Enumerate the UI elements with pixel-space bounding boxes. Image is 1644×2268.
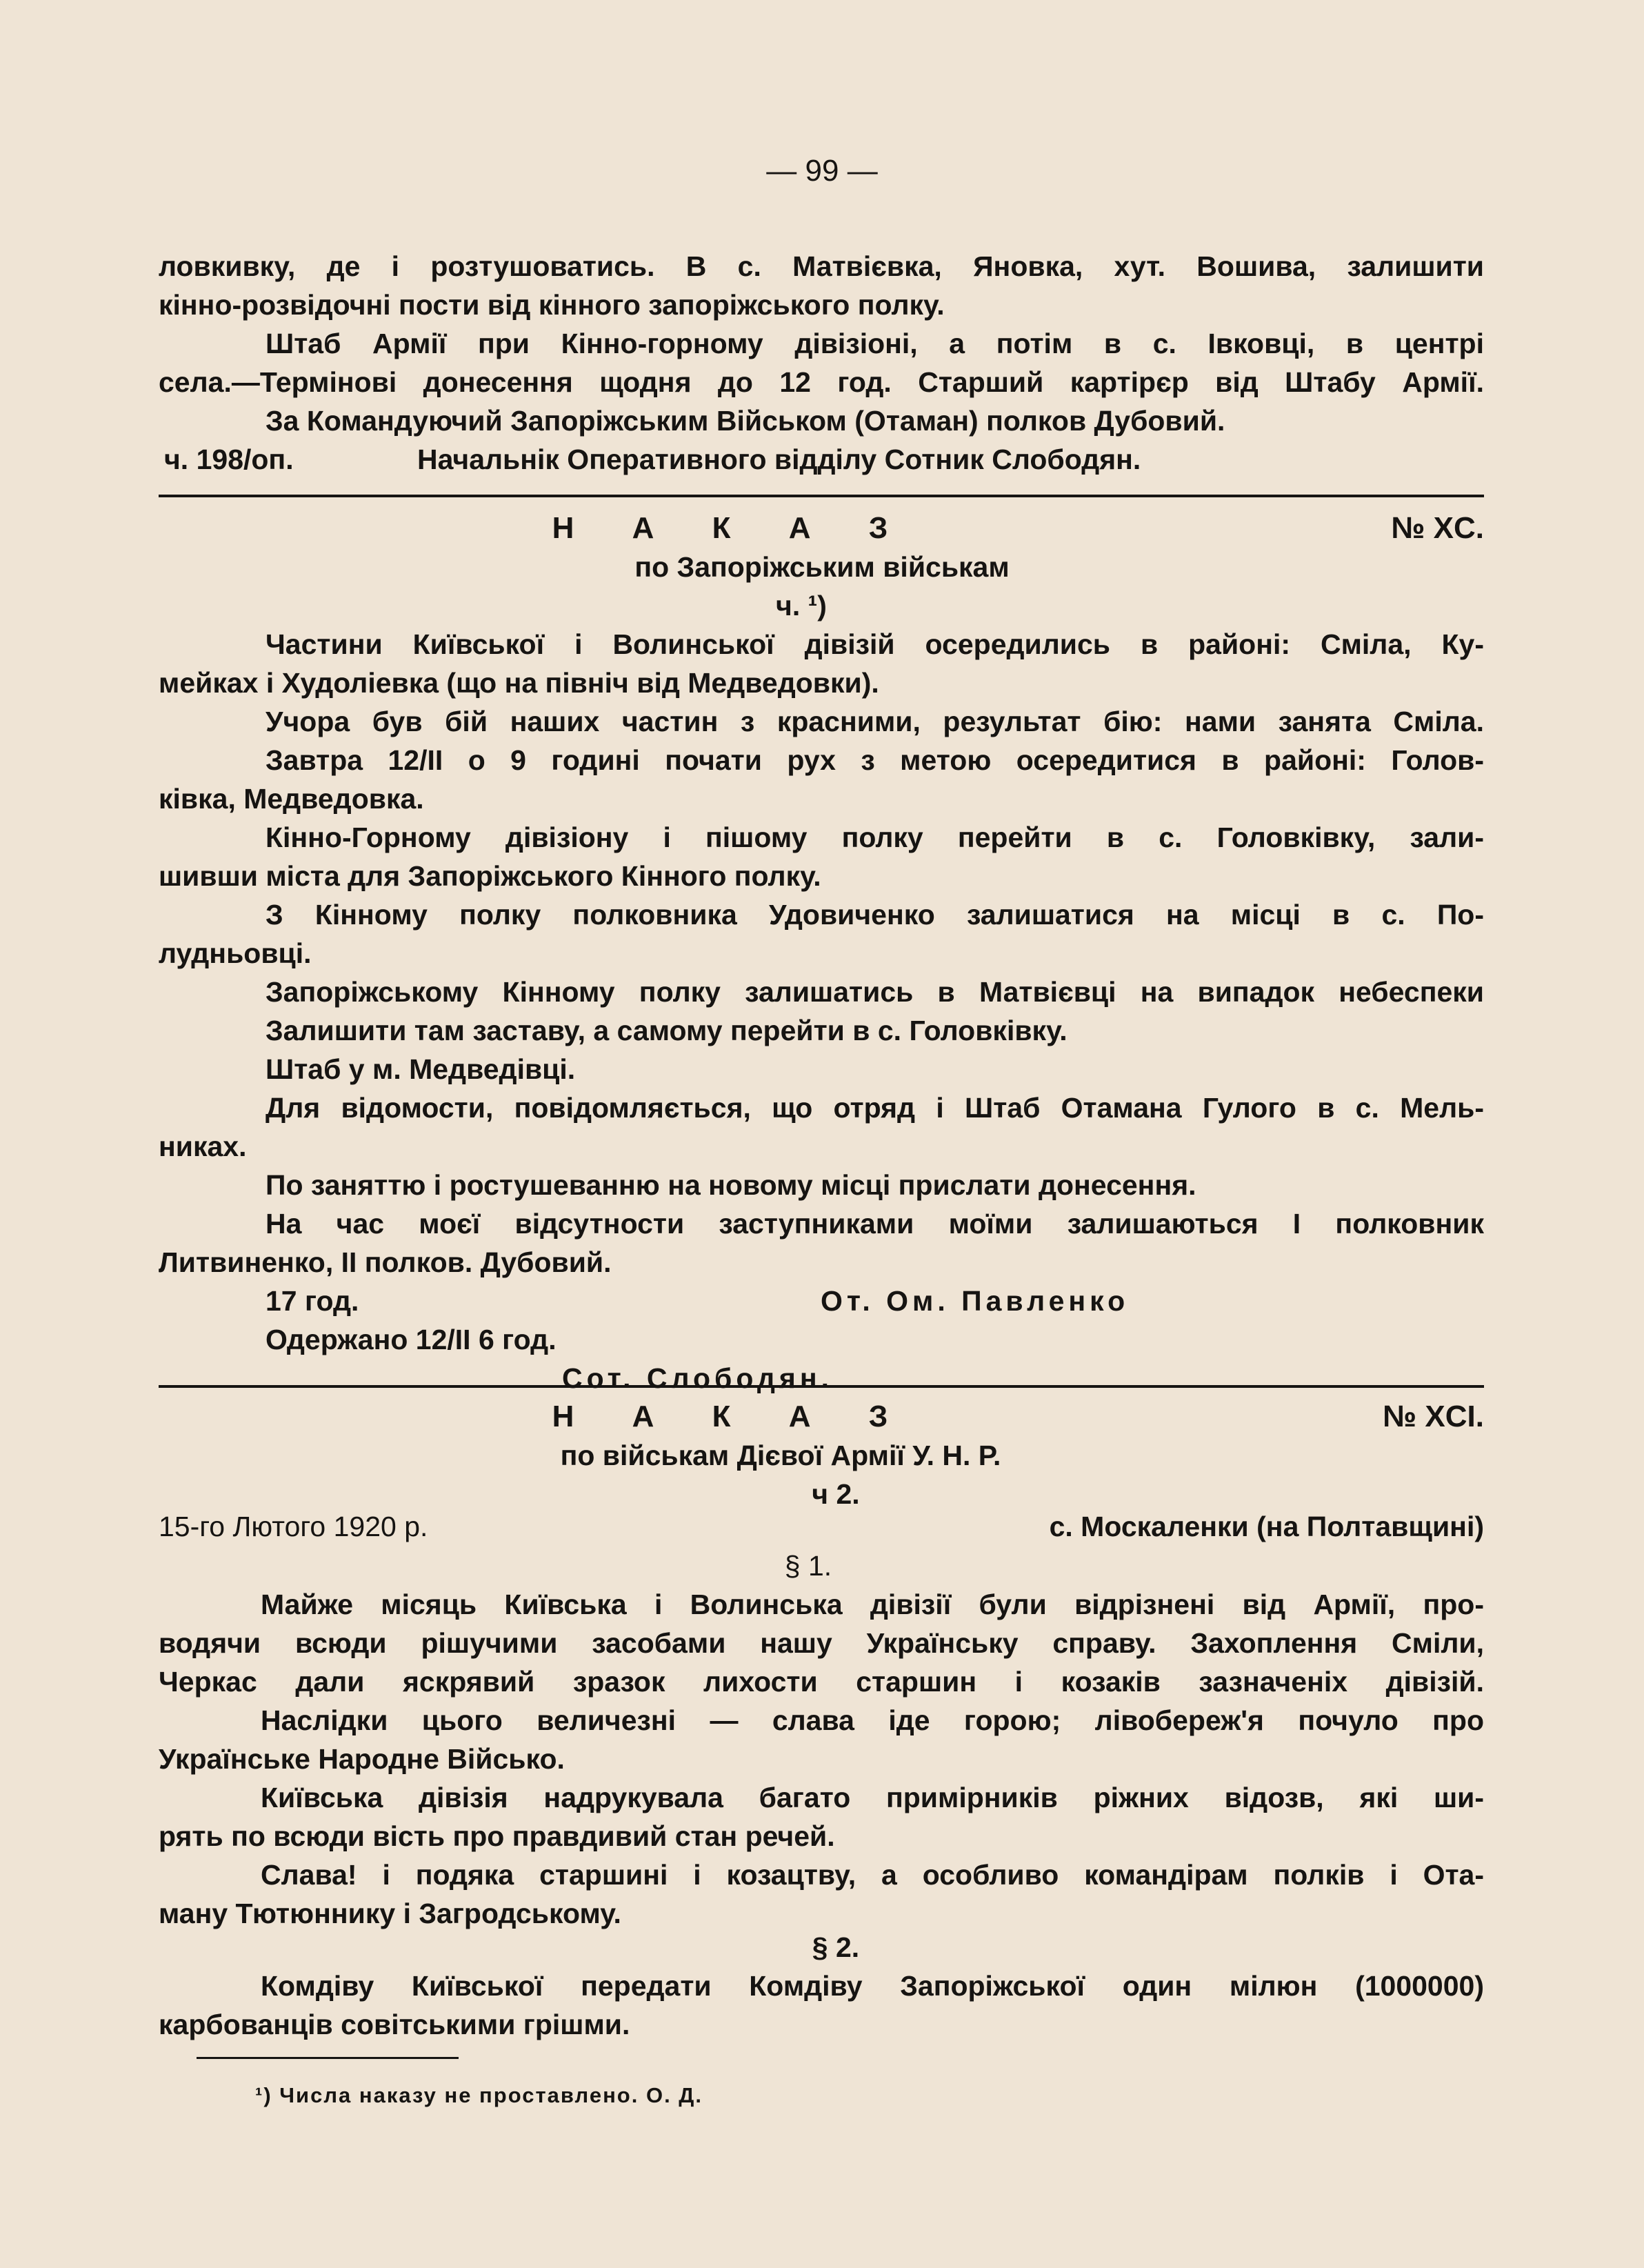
order-date: 15-го Лютого 1920 р. [159, 1511, 428, 1542]
footnote-divider [197, 2057, 459, 2059]
order-title: Н А К А З [552, 1400, 913, 1433]
text-line: Для відомости, повідомляється, що отряд і Штаб Отамана Гулого в с. Мель- [265, 1092, 1484, 1124]
text-line: Наслідки цього величезні — слава іде горою; лівобереж'я почуло про [261, 1704, 1484, 1736]
text-line: Майже місяць Київська і Волинська дівізії були відрізнені від Армії, про- [261, 1589, 1484, 1620]
text-line: никах. [159, 1131, 247, 1162]
order-subtitle: по військам Дієвої Армії У. Н. Р. [560, 1440, 1001, 1471]
text-line: села.—Термінові донесення щодня до 12 год. Старший картірєр від Штабу Армії. [159, 366, 1484, 398]
text-line: шивши міста для Запоріжського Кінного полку. [159, 860, 821, 892]
divider [159, 1385, 1484, 1388]
order-number: № XCI. [1383, 1400, 1484, 1433]
text-line: Завтра 12/ІІ о 9 годині почати рух з метою осередитися в районі: Голов- [265, 744, 1484, 776]
order-part: ч 2. [812, 1478, 860, 1510]
text-line: Слава! і подяка старшині і козацтву, а особливо командірам полків і Ота- [261, 1859, 1484, 1891]
text-line: Запоріжському Кінному полку залишатись в Матвієвці на випадок небеспеки [265, 976, 1484, 1008]
text-line: ківка, Медведовка. [159, 783, 424, 815]
text-line: Київська дівізія надрукувала багато примірників ріжних відозв, які ши- [261, 1782, 1484, 1813]
signature-line: От. Ом. Павленко [821, 1285, 1130, 1317]
order-title: Н А К А З [552, 511, 913, 545]
text-line: кінно-розвідочні пости від кінного запоріжського полку. [159, 289, 945, 321]
text-line: Учора був бій наших частин з красними, результат бію: нами занята Сміла. [265, 706, 1484, 737]
text-line: По заняттю і ростушеванню на новому місці прислати донесення. [265, 1169, 1196, 1201]
order-number: № XC. [1391, 511, 1484, 545]
text-line: З Кінному полку полковника Удовиченко залишатися на місці в с. По- [265, 899, 1484, 931]
received-line: Одержано 12/ІІ 6 год. [265, 1324, 557, 1355]
order-part: ч. ¹) [776, 590, 827, 621]
time-line: 17 год. [265, 1285, 359, 1317]
text-line: мейках і Худоліевка (що на північ від Медведовки). [159, 667, 879, 699]
text-line: Українське Народне Військо. [159, 1743, 565, 1775]
page-number: — 99 — [766, 154, 878, 188]
text-line: ману Тютюннику і Загродському. [159, 1898, 621, 1929]
text-line: Комдіву Київської передати Комдіву Запоріжської один мілюн (1000000) [261, 1970, 1484, 2002]
text-line: На час моєї відсутности заступниками моїми залишаються І полковник [265, 1208, 1484, 1240]
section-mark: § 1. [784, 1550, 832, 1582]
text-line: Литвиненко, II полков. Дубовий. [159, 1246, 612, 1278]
signature-line: Начальнік Оперативного відділу Сотник Слободян. [417, 444, 1141, 475]
text-line: лудньовці. [159, 937, 312, 969]
signature-line: Сот. Слободян. [562, 1362, 833, 1394]
text-line: Черкас дали яскрявий зразок лихости старшин і козаків зазначеніх дівізій. [159, 1666, 1484, 1698]
signature-line: За Командуючий Запоріжським Військом (Отаман) полков Дубовий. [265, 405, 1225, 437]
section-mark: § 2. [812, 1931, 860, 1963]
text-line: Частини Київської і Волинської дівізій осередились в районі: Сміла, Ку- [265, 628, 1484, 660]
text-line: Штаб Армії при Кінно-горному дівізіоні, а потім в с. Івковці, в центрі [265, 328, 1484, 359]
footnote: ¹) Числа наказу не проставлено. О. Д. [255, 2083, 703, 2107]
text-line: Штаб у м. Медведівці. [265, 1053, 576, 1085]
text-line: водячи всюди рішучими засобами нашу Українську справу. Захоплення Сміли, [159, 1627, 1484, 1659]
order-place: с. Москаленки (на Полтавщині) [1049, 1511, 1484, 1542]
reference-number: ч. 198/оп. [164, 444, 294, 475]
text-line: рять по всюди вість про правдивий стан речей. [159, 1820, 835, 1852]
divider [159, 495, 1484, 497]
text-line: карбованців совітськими грішми. [159, 2009, 630, 2040]
text-line: ловкивку, де і розтушоватись. В с. Матвієвка, Яновка, хут. Вошива, залишити [159, 250, 1484, 282]
text-line: Залишити там заставу, а самому перейти в с. Головківку. [265, 1015, 1067, 1046]
text-line: Кінно-Горному дівізіону і пішому полку перейти в с. Головківку, зали- [265, 822, 1484, 853]
order-subtitle: по Запоріжським військам [634, 551, 1010, 583]
